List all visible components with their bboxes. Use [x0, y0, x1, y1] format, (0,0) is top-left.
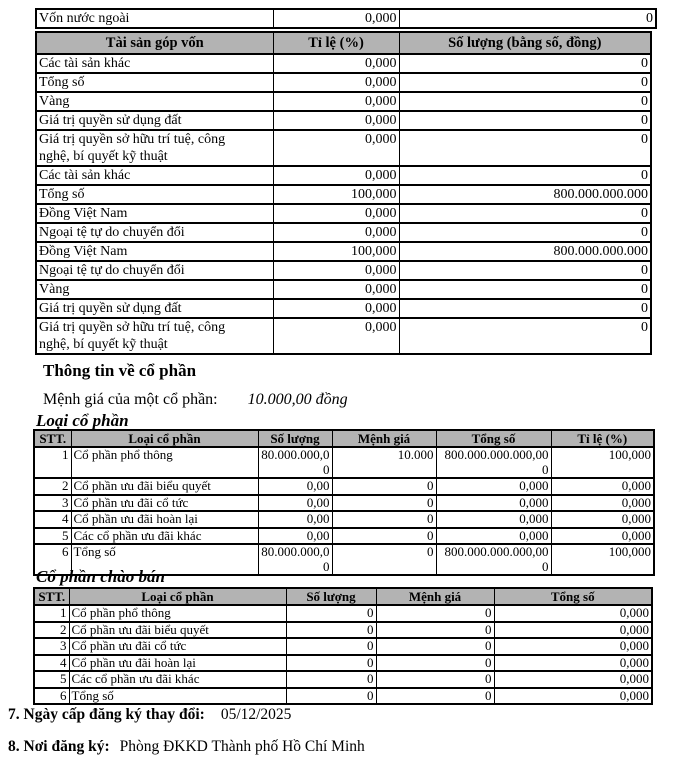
table-cell: 0 — [399, 223, 651, 242]
table-row — [34, 447, 654, 478]
table-cell: Đồng Việt Nam — [36, 242, 273, 261]
table-row — [36, 166, 651, 185]
table-row — [34, 605, 652, 622]
table-cell: 0 — [376, 605, 494, 622]
table-cell: 0 — [376, 622, 494, 639]
table-row — [36, 204, 651, 223]
registration-place-value: Phòng ĐKKD Thành phố Hồ Chí Minh — [119, 738, 365, 755]
table-row — [36, 299, 651, 318]
table-cell: Các cổ phần ưu đãi khác — [71, 528, 258, 545]
table-header-cell: Số lượng (bằng số, đồng) — [399, 32, 651, 54]
table-header-cell: STT. — [34, 588, 69, 605]
table-cell: 0,000 — [273, 54, 399, 73]
table-header-row — [36, 32, 651, 54]
table-row — [34, 495, 654, 512]
table-cell: 0,000 — [273, 299, 399, 318]
table-cell: 100,000 — [273, 185, 399, 204]
table-cell: 100,000 — [273, 242, 399, 261]
par-value-line — [43, 390, 348, 409]
share-types-heading: Loại cổ phần — [36, 411, 129, 430]
table-cell: 0 — [286, 622, 376, 639]
table-cell: 0,000 — [273, 261, 399, 280]
table-row — [34, 478, 654, 495]
table-row — [36, 54, 651, 73]
share-info-heading: Thông tin về cổ phần — [43, 361, 197, 380]
table-header-cell: STT. — [34, 430, 71, 447]
table-row — [36, 111, 651, 130]
table-cell: 0 — [286, 605, 376, 622]
table-cell: Vàng — [36, 280, 273, 299]
shares-offered-heading: Cổ phần chào bán — [36, 567, 165, 586]
table-cell: Cổ phần ưu đãi biểu quyết — [71, 478, 258, 495]
table-cell: 0 — [399, 261, 651, 280]
table-cell: 0 — [399, 299, 651, 318]
table-cell: Ngoại tệ tự do chuyển đổi — [36, 223, 273, 242]
table-cell: 0,000 — [494, 688, 652, 705]
table-header-row — [34, 588, 652, 605]
table-cell: 0 — [286, 655, 376, 672]
table-cell: 0 — [399, 280, 651, 299]
table-cell: Vàng — [36, 92, 273, 111]
par-value-label: Mệnh giá của một cổ phần: — [43, 391, 218, 408]
table-header-cell: Số lượng — [286, 588, 376, 605]
table-header-cell: Tổng số — [436, 430, 551, 447]
table-cell: 1 — [34, 447, 71, 478]
table-cell: Giá trị quyền sở hữu trí tuệ, công nghệ, bí quyết kỹ thuật — [36, 130, 273, 166]
table-cell: 6 — [34, 688, 69, 705]
table-cell: 0 — [399, 73, 651, 92]
table-cell: Các tài sản khác — [36, 54, 273, 73]
table-cell: 0,00 — [258, 495, 332, 512]
table-row — [36, 73, 651, 92]
table-cell: 0,000 — [494, 638, 652, 655]
table-cell: Giá trị quyền sử dụng đất — [36, 299, 273, 318]
table-cell: 0,000 — [494, 655, 652, 672]
share-types-table — [33, 429, 655, 576]
registration-change-date-label: 7. Ngày cấp đăng ký thay đổi: — [8, 706, 205, 723]
contributed-assets-table — [35, 31, 652, 355]
table-cell: 0 — [399, 54, 651, 73]
table-row — [36, 185, 651, 204]
shares-offered-section — [33, 587, 653, 705]
table-cell: 0 — [399, 318, 651, 354]
table-row — [36, 261, 651, 280]
table-cell: 0,000 — [273, 280, 399, 299]
table-cell: Giá trị quyền sử dụng đất — [36, 111, 273, 130]
table-header-cell: Tỉ lệ (%) — [273, 32, 399, 54]
table-cell: Tổng số — [36, 73, 273, 92]
table-row — [36, 9, 656, 28]
par-value: 10.000,00 đồng — [247, 391, 348, 408]
table-cell: 5 — [34, 671, 69, 688]
contributed-assets-section — [35, 31, 652, 355]
table-cell: 0,000 — [551, 495, 654, 512]
table-cell: 0,000 — [494, 671, 652, 688]
table-cell: 800.000.000.000,00 0 — [436, 447, 551, 478]
table-cell: 0,000 — [436, 478, 551, 495]
table-cell: 0 — [286, 671, 376, 688]
table-cell: 80.000.000,0 0 — [258, 544, 332, 575]
table-cell: 0 — [376, 688, 494, 705]
table-cell: 0 — [332, 511, 436, 528]
table-cell: Cổ phần ưu đãi hoàn lại — [69, 655, 286, 672]
table-cell: 0 — [399, 204, 651, 223]
table-cell: Đồng Việt Nam — [36, 204, 273, 223]
table-cell: 0,000 — [273, 166, 399, 185]
table-cell: 10.000 — [332, 447, 436, 478]
table-cell: 0,000 — [273, 92, 399, 111]
registration-place-line — [8, 737, 365, 756]
table-row — [34, 638, 652, 655]
table-cell: 100,000 — [551, 447, 654, 478]
table-header-cell: Tỉ lệ (%) — [551, 430, 654, 447]
table-cell: 0,000 — [273, 73, 399, 92]
foreign-capital-continuation-row — [35, 8, 657, 29]
table-cell: 0,000 — [273, 223, 399, 242]
table-cell: Tổng số — [69, 688, 286, 705]
table-cell: 0,000 — [494, 605, 652, 622]
table-cell: Vốn nước ngoài — [36, 9, 273, 28]
table-cell: 0,000 — [551, 478, 654, 495]
table-cell: 0 — [286, 688, 376, 705]
table-cell: 0,00 — [258, 528, 332, 545]
table-cell: Các tài sản khác — [36, 166, 273, 185]
table-cell: 0,000 — [436, 511, 551, 528]
table-cell: 0,000 — [436, 528, 551, 545]
table-cell: 0 — [332, 528, 436, 545]
table-header-row — [34, 430, 654, 447]
table-cell: 4 — [34, 655, 69, 672]
registration-change-date-line — [8, 705, 291, 724]
table-header-cell: Loại cổ phần — [69, 588, 286, 605]
table-cell: 0 — [332, 495, 436, 512]
shares-offered-table — [33, 587, 653, 705]
table-row — [36, 280, 651, 299]
table-cell: 0 — [332, 478, 436, 495]
table-cell: Cổ phần phổ thông — [69, 605, 286, 622]
table-cell: 3 — [34, 495, 71, 512]
table-cell: 0,000 — [551, 528, 654, 545]
table-cell: 0 — [286, 638, 376, 655]
table-row — [36, 318, 651, 354]
table-cell: Các cổ phần ưu đãi khác — [69, 671, 286, 688]
table-cell: 0,000 — [273, 204, 399, 223]
table-cell: 1 — [34, 605, 69, 622]
table-cell: Cổ phần ưu đãi cổ tức — [69, 638, 286, 655]
registration-change-date-value: 05/12/2025 — [220, 706, 292, 723]
table-cell: 2 — [34, 622, 69, 639]
table-cell: 100,000 — [551, 544, 654, 575]
table-cell: 0,000 — [273, 111, 399, 130]
table-cell: Ngoại tệ tự do chuyển đổi — [36, 261, 273, 280]
table-header-cell: Mệnh giá — [332, 430, 436, 447]
table-cell: 0 — [399, 92, 651, 111]
table-cell: 80.000.000,0 0 — [258, 447, 332, 478]
table-cell: 5 — [34, 528, 71, 545]
table-cell: 2 — [34, 478, 71, 495]
table-cell: Cổ phần phổ thông — [71, 447, 258, 478]
table-cell: 0 — [399, 166, 651, 185]
table-cell: 800.000.000.000 — [399, 242, 651, 261]
table-row — [34, 655, 652, 672]
table-cell: Giá trị quyền sở hữu trí tuệ, công nghệ, bí quyết kỹ thuật — [36, 318, 273, 354]
share-types-section — [33, 429, 655, 576]
table-cell: 3 — [34, 638, 69, 655]
table-cell: 0 — [376, 638, 494, 655]
table-cell: 0 — [376, 655, 494, 672]
table-cell: 0,00 — [258, 478, 332, 495]
table-cell: Cổ phần ưu đãi hoàn lại — [71, 511, 258, 528]
table-cell: Tổng số — [36, 185, 273, 204]
table-header-cell: Tài sản góp vốn — [36, 32, 273, 54]
table-row — [34, 671, 652, 688]
table-cell: 6 — [34, 544, 71, 575]
table-cell: 800.000.000.000,00 0 — [436, 544, 551, 575]
table-row — [34, 528, 654, 545]
table-row — [36, 92, 651, 111]
table-cell: Cổ phần ưu đãi cổ tức — [71, 495, 258, 512]
table-header-cell: Số lượng — [258, 430, 332, 447]
table-cell: 0,000 — [551, 511, 654, 528]
table-header-cell: Loại cổ phần — [71, 430, 258, 447]
table-row — [34, 511, 654, 528]
table-row — [34, 622, 652, 639]
table-cell: 0 — [399, 9, 656, 28]
table-cell: 0 — [399, 130, 651, 166]
table-cell: 0 — [376, 671, 494, 688]
table-header-cell: Tổng số — [494, 588, 652, 605]
table-cell: 0,000 — [273, 9, 399, 28]
table-cell: 0 — [332, 544, 436, 575]
table-cell: 4 — [34, 511, 71, 528]
table-cell: 0,000 — [273, 318, 399, 354]
table-cell: 0 — [399, 111, 651, 130]
table-row — [34, 688, 652, 705]
table-cell: Cổ phần ưu đãi biểu quyết — [69, 622, 286, 639]
table-row — [36, 223, 651, 242]
table-header-cell: Mệnh giá — [376, 588, 494, 605]
table-row — [36, 130, 651, 166]
table-cell: Tổng số — [71, 544, 258, 575]
table-row — [36, 242, 651, 261]
table-cell: 0,000 — [436, 495, 551, 512]
table-cell: 0,000 — [494, 622, 652, 639]
registration-place-label: 8. Nơi đăng ký: — [8, 738, 110, 755]
table-cell: 0,00 — [258, 511, 332, 528]
continuation-table — [35, 8, 657, 29]
table-cell: 800.000.000.000 — [399, 185, 651, 204]
table-cell: 0,000 — [273, 130, 399, 166]
